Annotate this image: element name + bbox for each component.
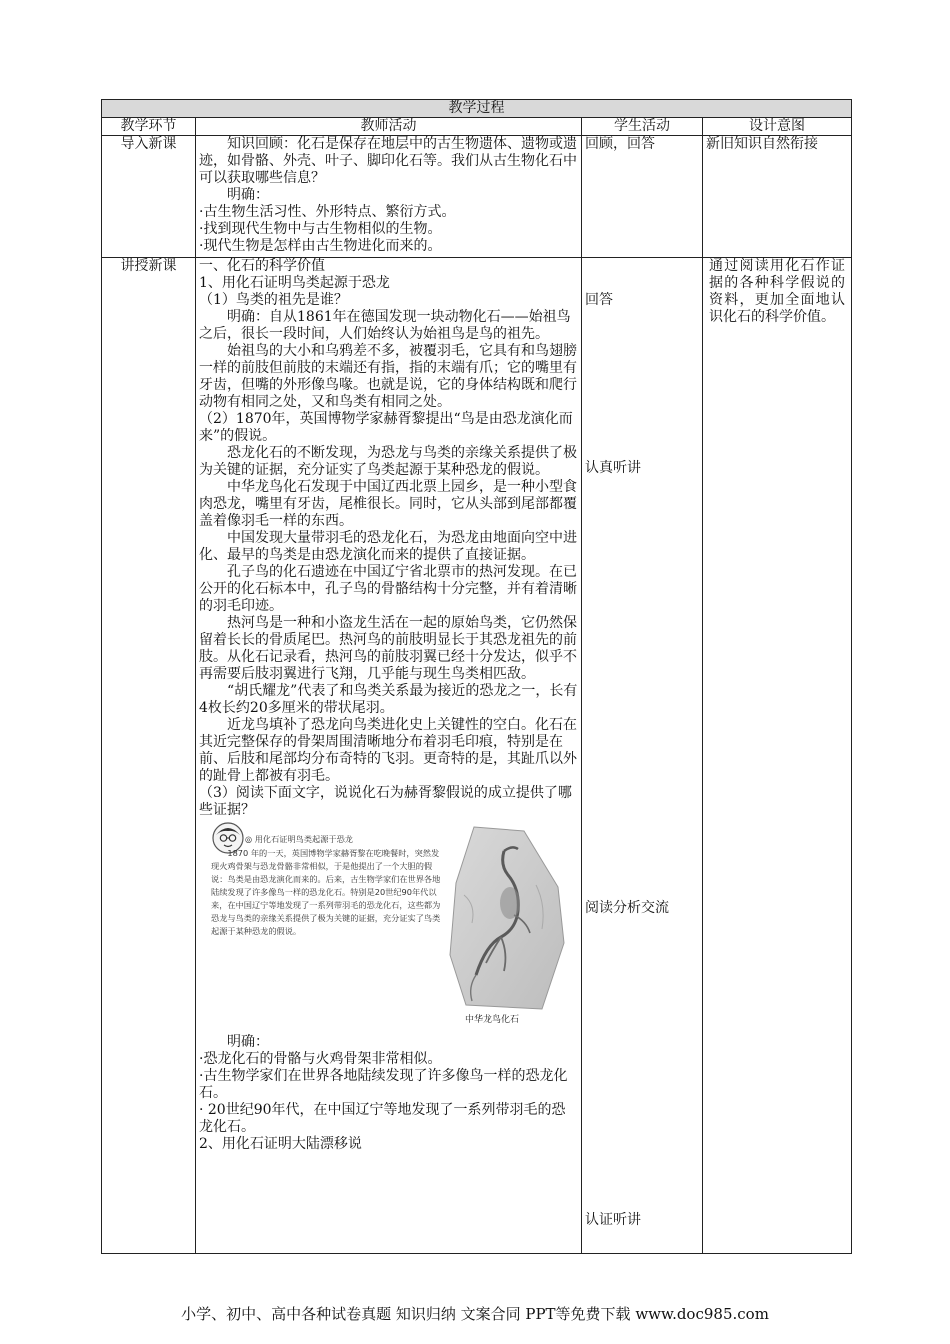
paragraph: “胡氏耀龙”代表了和鸟类关系最为接近的恐龙之一，长有4枚长约20多厘米的带状尾羽。 — [199, 683, 578, 716]
student-activity-new-lesson — [582, 258, 703, 1254]
question-2: （2）1870年，英国博物学家赫胥黎提出“鸟是由恐龙演化而来”的假说。 — [199, 411, 573, 444]
question-3: （3）阅读下面文字，说说化石为赫胥黎假说的成立提供了哪些证据？ — [199, 785, 572, 818]
info-item: ·找到现代生物中与古生物相似的生物。 — [199, 221, 442, 237]
paragraph: 孔子鸟的化石遗迹在中国辽宁省北票市的热河发现。在已公开的化石标本中，孔子鸟的骨骼结构十分完整，并有着清晰的羽毛印迹。 — [199, 564, 577, 614]
student-activity-item: 认证听讲 — [585, 1212, 641, 1228]
evidence-item: · 20世纪90年代，在中国辽宁等地发现了一系列带羽毛的恐龙化石。 — [199, 1102, 566, 1135]
table-title-row — [102, 100, 852, 118]
question-1: （1）鸟类的祖先是谁？ — [199, 292, 348, 308]
teaching-process-table — [101, 99, 852, 1254]
paragraph: 明确：自从1861年在德国发现一块动物化石——始祖鸟之后，很长一段时间，人们始终认为始祖鸟是鸟的祖先。 — [199, 309, 571, 342]
excerpt-heading: ◎ 用化石证明鸟类起源于恐龙 — [245, 834, 353, 844]
header-design: 设计意图 — [703, 118, 852, 136]
evidence-item: ·恐龙化石的骨骼与火鸡骨架非常相似。 — [199, 1051, 442, 1067]
student-activity-item: 认真听讲 — [585, 460, 641, 476]
student-activity-intro: 回顾，回答 — [582, 136, 703, 258]
table-row-intro — [102, 136, 852, 258]
subsection-heading: 2、用化石证明大陆漂移说 — [199, 1136, 362, 1152]
student-activity-item: 回答 — [585, 292, 613, 308]
section-heading: 一、化石的科学价值 — [199, 258, 325, 274]
design-intent-intro: 新旧知识自然衔接 — [703, 136, 852, 258]
excerpt-body: 1870 年的一天，英国博物学家赫胥黎在吃晚餐时，突然发现火鸡骨架与恐龙骨骼非常相似，于是他提出了一个大胆的假说：鸟类是由恐龙演化而来的。后来，古生物学家们在世界各地陆续发现了许多像鸟一样的恐龙化石。特别是20世纪90年代以来，在中国辽宁等地发现了一系列带羽毛的恐龙化石，这些都为恐龙与鸟类的亲缘关系提供了极为关键的证据，充分证实了鸟类起源于某种恐龙的假说。 — [211, 848, 441, 936]
paragraph: 近龙鸟填补了恐龙向鸟类进化史上关键性的空白。化石在其近完整保存的骨架周围清晰地分布着羽毛印痕，特别是在前、后肢和尾部均分布奇特的飞羽。更奇特的是，其趾爪以外的趾骨上都被有羽毛。 — [199, 717, 577, 784]
clarify-label: 明确： — [227, 1034, 269, 1050]
design-intent-new-lesson: 通过阅读用化石作证据的各种科学假说的资料，更加全面地认识化石的科学价值。 — [703, 258, 852, 1254]
excerpt-text — [211, 833, 441, 938]
review-paragraph: 知识回顾：化石是保存在地层中的古生物遗体、遗物或遗迹，如骨骼、外壳、叶子、脚印化石等。我们从古生物化石中可以获取哪些信息？ — [199, 136, 577, 186]
footer-ad-text: 小学、初中、高中各种试卷真题 知识归纳 文案合同 PPT等免费下载 www.doc985.com — [181, 1305, 769, 1323]
header-teacher: 教师活动 — [196, 118, 582, 136]
paragraph: 中华龙鸟化石发现于中国辽西北票上园乡，是一种小型食肉恐龙，嘴里有牙齿，尾椎很长。同时，它从头部到尾部都覆盖着像羽毛一样的东西。 — [199, 479, 577, 529]
paragraph: 中国发现大量带羽毛的恐龙化石，为恐龙由地面向空中进化、最早的鸟类是由恐龙演化而来的提供了直接证据。 — [199, 530, 577, 563]
sinosauropteryx-fossil-image — [446, 825, 566, 1011]
student-activity-item: 阅读分析交流 — [585, 900, 669, 916]
table-title: 教学过程 — [102, 100, 852, 118]
stage-new-lesson: 讲授新课 — [102, 258, 196, 1254]
subsection-heading: 1、用化石证明鸟类起源于恐龙 — [199, 275, 390, 291]
header-stage: 教学环节 — [102, 118, 196, 136]
stage-intro: 导入新课 — [102, 136, 196, 258]
paragraph: 热河鸟是一种和小盗龙生活在一起的原始鸟类，它仍然保留着长长的骨质尾巴。热河鸟的前肢明显长于其恐龙祖先的前肢。从化石记录看，热河鸟的前肢羽翼已经十分发达，似乎不再需要后肢羽翼进行飞翔，几乎能与现生鸟类相匹敌。 — [199, 615, 577, 682]
table-header-row — [102, 118, 852, 136]
table-row-new-lesson — [102, 258, 852, 1254]
info-item: ·古生物生活习性、外形特点、繁衍方式。 — [199, 204, 456, 220]
evidence-item: ·古生物学家们在世界各地陆续发现了许多像鸟一样的恐龙化石。 — [199, 1068, 568, 1101]
teacher-activity-intro — [196, 136, 582, 258]
textbook-excerpt-figure — [211, 821, 591, 1031]
fossil-caption: 中华龙鸟化石 — [465, 1015, 520, 1025]
info-item: ·现代生物是怎样由古生物进化而来的。 — [199, 238, 442, 254]
paragraph: 恐龙化石的不断发现，为恐龙与鸟类的亲缘关系提供了极为关键的证据，充分证实了鸟类起源于某种恐龙的假说。 — [199, 445, 577, 478]
teacher-activity-new-lesson — [196, 258, 582, 1254]
clarify-label: 明确： — [227, 187, 269, 203]
paragraph: 始祖鸟的大小和乌鸦差不多，被覆羽毛，它具有和鸟翅膀一样的前肢但前肢的末端还有指，指的末端有爪；它的嘴里有牙齿，但嘴的外形像鸟喙。也就是说，它的身体结构既和爬行动物有相同之处，又和鸟类有相同之处。 — [199, 343, 577, 410]
header-student: 学生活动 — [582, 118, 703, 136]
